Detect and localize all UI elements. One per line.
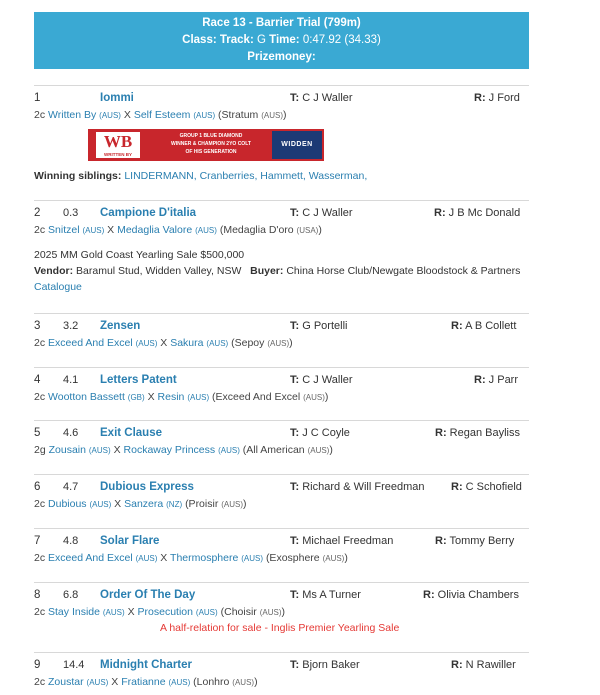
runner-main-row xyxy=(34,533,529,549)
age-sex: 2c xyxy=(34,337,46,349)
age-sex: 2c xyxy=(34,552,46,564)
trainer-name: C J Waller xyxy=(302,207,353,219)
sale-line: 2025 MM Gold Coast Yearling Sale $500,000 xyxy=(34,249,245,261)
runner-main-row xyxy=(34,657,529,673)
jockey-name: Regan Bayliss xyxy=(449,427,520,439)
trainer-name: J C Coyle xyxy=(302,427,350,439)
track-value: G xyxy=(256,34,266,46)
jockey-name: J Parr xyxy=(488,374,519,386)
sire-country: (AUS) xyxy=(82,226,105,235)
runner-main-row xyxy=(34,479,529,495)
runner-number: 1 xyxy=(34,92,41,104)
sire-country: (AUS) xyxy=(135,554,158,563)
catalogue-link[interactable]: Catalogue xyxy=(34,281,82,293)
sibling-link[interactable]: Wasserman, xyxy=(308,170,368,182)
jockey-name: C Schofield xyxy=(465,481,522,493)
stud-banner[interactable] xyxy=(88,129,324,161)
dam-link[interactable]: Prosecution xyxy=(137,606,193,618)
pedigree-line: 2c Stay Inside (AUS) X Prosecution (AUS) (Choisir (AUS)) xyxy=(34,606,285,618)
age-sex: 2c xyxy=(34,676,46,688)
dam-sire: (Medaglia D'oro xyxy=(219,224,294,236)
dam-link[interactable]: Self Esteem xyxy=(133,109,191,121)
runner-main-row xyxy=(34,425,529,441)
age-sex: 2c xyxy=(34,224,46,236)
runner-odds: 4.8 xyxy=(63,535,79,547)
dam-sire-country: (AUS) xyxy=(267,339,290,348)
runner-number: 7 xyxy=(34,535,41,547)
entry-divider xyxy=(34,367,529,368)
dam-country: (AUS) xyxy=(195,608,218,617)
jockey: R: N Rawiller xyxy=(451,659,516,671)
entry-divider xyxy=(34,313,529,314)
dam-country: (AUS) xyxy=(241,554,264,563)
track-label: Track: xyxy=(219,34,254,46)
entry-divider xyxy=(34,474,529,475)
trainer-name: Richard & Will Freedman xyxy=(302,481,425,493)
sire-country: (AUS) xyxy=(88,446,111,455)
pedigree-line: 2c Snitzel (AUS) X Medaglia Valore (AUS) (Medaglia D'oro (USA)) xyxy=(34,224,322,236)
pedigree-line: 2c Written By (AUS) X Self Esteem (AUS) (Stratum (AUS)) xyxy=(34,109,287,121)
sire-country: (AUS) xyxy=(102,608,125,617)
dam-country: (NZ) xyxy=(166,500,183,509)
sire-country: (AUS) xyxy=(99,111,121,120)
runner-main-row xyxy=(34,318,529,334)
dam-sire: (Exosphere xyxy=(265,552,320,564)
dam-link[interactable]: Thermosphere xyxy=(170,552,239,564)
buyer-value: China Horse Club/Newgate Bloodstock & Partners xyxy=(286,265,521,277)
runner-main-row xyxy=(34,372,529,388)
runner-odds: 6.8 xyxy=(63,589,79,601)
trainer: T: C J Waller xyxy=(290,92,353,104)
pedigree-line: 2c Zoustar (AUS) X Fratianne (AUS) (Lonhro (AUS)) xyxy=(34,676,258,688)
sire-link[interactable]: Wootton Bassett xyxy=(48,391,125,403)
pedigree-line: 2c Exceed And Excel (AUS) X Thermosphere (AUS) (Exosphere (AUS)) xyxy=(34,552,348,564)
runner-odds: 0.3 xyxy=(63,207,79,219)
dam-sire: (Stratum xyxy=(218,109,259,121)
trainer: T: Ms A Turner xyxy=(290,589,361,601)
dam-country: (AUS) xyxy=(218,446,240,455)
dam-link[interactable]: Fratianne xyxy=(121,676,166,688)
pedigree-line: 2c Dubious (AUS) X Sanzera (NZ) (Proisir (AUS)) xyxy=(34,498,247,510)
runner-number: 9 xyxy=(34,659,41,671)
dam-country: (AUS) xyxy=(195,226,217,235)
sire-country: (AUS) xyxy=(86,678,109,687)
trainer-name: Ms A Turner xyxy=(302,589,361,601)
age-sex: 2g xyxy=(34,444,46,456)
dam-country: (AUS) xyxy=(168,678,191,687)
trainer: T: C J Waller xyxy=(290,374,353,386)
entry-divider xyxy=(34,200,529,201)
age-sex: 2c xyxy=(34,391,46,403)
dam-sire-country: (AUS) xyxy=(221,500,244,509)
sire-link[interactable]: Dubious xyxy=(48,498,87,510)
dam-link[interactable]: Resin xyxy=(157,391,185,403)
trainer-name: Bjorn Baker xyxy=(302,659,360,671)
jockey: R: Regan Bayliss xyxy=(435,427,520,439)
runner-number: 6 xyxy=(34,481,41,493)
age-sex: 2c xyxy=(34,109,46,121)
catalogue-line xyxy=(34,279,82,295)
pedigree-line: 2g Zousain (AUS) X Rockaway Princess (AUS) (All American (AUS)) xyxy=(34,444,333,456)
trainer-name: C J Waller xyxy=(302,92,353,104)
dam-sire-country: (USA) xyxy=(296,226,319,235)
entry-divider xyxy=(34,652,529,653)
entry-divider xyxy=(34,85,529,86)
jockey-name: Olivia Chambers xyxy=(437,589,519,601)
sire-link[interactable]: Exceed And Excel xyxy=(48,337,133,349)
jockey-name: J B Mc Donald xyxy=(448,207,521,219)
trainer: T: Bjorn Baker xyxy=(290,659,360,671)
trainer-name: Michael Freedman xyxy=(302,535,394,547)
jockey: R: Olivia Chambers xyxy=(423,589,519,601)
trainer: T: Richard & Will Freedman xyxy=(290,481,425,493)
vendor-value: Baramul Stud, Widden Valley, NSW xyxy=(76,265,242,277)
dam-link[interactable]: Medaglia Valore xyxy=(117,224,193,236)
dam-link[interactable]: Sakura xyxy=(170,337,204,349)
runner-odds: 3.2 xyxy=(63,320,79,332)
trainer: T: C J Waller xyxy=(290,207,353,219)
written-by-logo: WB WRITTEN BY xyxy=(96,132,140,158)
time-value: 0:47.92 (34.33) xyxy=(302,34,381,46)
jockey: R: J B Mc Donald xyxy=(434,207,521,219)
horse-name-link[interactable]: Midnight Charter xyxy=(100,659,192,671)
dam-sire-country: (AUS) xyxy=(303,393,325,402)
class-label: Class: xyxy=(182,34,217,46)
race-info xyxy=(34,32,529,49)
sire-country: (GB) xyxy=(127,393,145,402)
half-relation-note[interactable]: A half-relation for sale - Inglis Premier Yearling Sale xyxy=(160,622,400,634)
runner-number: 5 xyxy=(34,427,41,439)
dam-link[interactable]: Sanzera xyxy=(124,498,164,510)
dam-link[interactable]: Rockaway Princess xyxy=(123,444,216,456)
jockey: R: Tommy Berry xyxy=(435,535,515,547)
horse-name-link[interactable]: Zensen xyxy=(100,320,141,332)
runner-odds: 4.6 xyxy=(63,427,79,439)
pedigree-line: 2c Exceed And Excel (AUS) X Sakura (AUS) (Sepoy (AUS)) xyxy=(34,337,293,349)
vendor-label: Vendor: xyxy=(34,265,74,277)
sire-link[interactable]: Snitzel xyxy=(48,224,80,236)
dam-country: (AUS) xyxy=(187,393,210,402)
jockey: R: J Ford xyxy=(474,92,520,104)
jockey: R: A B Collett xyxy=(451,320,517,332)
horse-name-link[interactable]: Iommi xyxy=(100,92,134,104)
entry-divider xyxy=(34,528,529,529)
jockey-name: Tommy Berry xyxy=(449,535,515,547)
trainer: T: Michael Freedman xyxy=(290,535,394,547)
race-title: Race 13 - Barrier Trial (799m) xyxy=(202,17,361,29)
sire-country: (AUS) xyxy=(135,339,158,348)
runner-main-row xyxy=(34,587,529,603)
widden-logo: WIDDEN xyxy=(272,131,322,159)
sire-link[interactable]: Zoustar xyxy=(48,676,84,688)
race-header xyxy=(34,12,529,69)
siblings-label: Winning siblings: xyxy=(34,170,122,182)
age-sex: 2c xyxy=(34,606,46,618)
jockey: R: J Parr xyxy=(474,374,519,386)
jockey-name: N Rawiller xyxy=(465,659,516,671)
runner-odds: 4.1 xyxy=(63,374,79,386)
trainer-name: C J Waller xyxy=(302,374,353,386)
runner-number: 2 xyxy=(34,207,41,219)
horse-name-link[interactable]: Campione D'italia xyxy=(100,207,197,219)
entry-divider xyxy=(34,582,529,583)
runner-number: 8 xyxy=(34,589,41,601)
pedigree-line: 2c Wootton Bassett (GB) X Resin (AUS) (Exceed And Excel (AUS)) xyxy=(34,391,329,403)
dam-sire: (Choisir xyxy=(220,606,257,618)
banner-text: GROUP 1 BLUE DIAMOND WINNER & CHAMPION 2YO COLT OF HIS GENERATION xyxy=(171,133,251,155)
jockey-name: A B Collett xyxy=(465,320,517,332)
sire-country: (AUS) xyxy=(89,500,112,509)
age-sex: 2c xyxy=(34,498,46,510)
sibling-link[interactable]: Hammett, xyxy=(260,170,306,182)
dam-country: (AUS) xyxy=(206,339,229,348)
trainer: T: G Portelli xyxy=(290,320,348,332)
runner-odds: 4.7 xyxy=(63,481,79,493)
dam-sire: (All American xyxy=(242,444,305,456)
dam-sire-country: (AUS) xyxy=(322,554,345,563)
sire-link[interactable]: Exceed And Excel xyxy=(48,552,133,564)
sire-link[interactable]: Stay Inside xyxy=(48,606,100,618)
dam-sire: (Proisir xyxy=(185,498,219,510)
time-label: Time: xyxy=(269,34,300,46)
dam-sire-country: (AUS) xyxy=(261,111,284,120)
dam-country: (AUS) xyxy=(193,111,216,120)
trainer-name: G Portelli xyxy=(302,320,348,332)
horse-name-link[interactable]: Dubious Express xyxy=(100,481,194,493)
runner-main-row xyxy=(34,205,529,221)
runner-number: 3 xyxy=(34,320,41,332)
trainer: T: J C Coyle xyxy=(290,427,350,439)
jockey: R: C Schofield xyxy=(451,481,522,493)
dam-sire: (Lonhro xyxy=(193,676,230,688)
dam-sire-country: (AUS) xyxy=(259,608,282,617)
sire-link[interactable]: Written By xyxy=(48,109,97,121)
entry-divider xyxy=(34,420,529,421)
prizemoney-label: Prizemoney: xyxy=(247,51,316,63)
sibling-link[interactable]: Cranberries, xyxy=(199,170,258,182)
runner-main-row xyxy=(34,90,529,106)
dam-sire: (Exceed And Excel xyxy=(212,391,301,403)
buyer-label: Buyer: xyxy=(250,265,284,277)
dam-sire-country: (AUS) xyxy=(307,446,330,455)
horse-name-link[interactable]: Solar Flare xyxy=(100,535,160,547)
horse-name-link[interactable]: Exit Clause xyxy=(100,427,162,439)
winning-siblings xyxy=(34,168,367,184)
vendor-buyer-line xyxy=(34,263,520,279)
horse-name-link[interactable]: Letters Patent xyxy=(100,374,177,386)
runner-odds: 14.4 xyxy=(63,659,85,671)
dam-sire: (Sepoy xyxy=(231,337,265,349)
dam-sire-country: (AUS) xyxy=(232,678,255,687)
horse-name-link[interactable]: Order Of The Day xyxy=(100,589,196,601)
sibling-link[interactable]: LINDERMANN, xyxy=(124,170,197,182)
jockey-name: J Ford xyxy=(488,92,520,104)
runner-number: 4 xyxy=(34,374,41,386)
sire-link[interactable]: Zousain xyxy=(48,444,86,456)
